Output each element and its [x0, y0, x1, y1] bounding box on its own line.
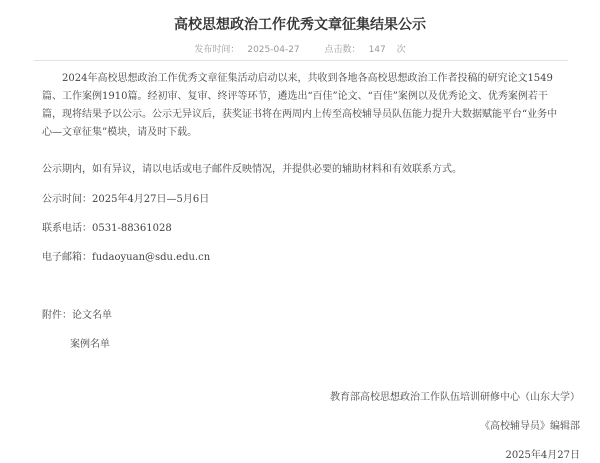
publicity-period: 公示时间：2025年4月27日—5月6日: [42, 194, 210, 205]
title-divider: [34, 60, 568, 61]
signature-date: 2025年4月27日: [505, 450, 580, 461]
attachments: [42, 306, 112, 321]
objection-paragraph: 公示期内，如有异议，请以电话或电子邮件反映情况，并提供必要的辅助材料和有效联系方式。: [42, 164, 462, 175]
publish-date-label: 发布时间：: [194, 45, 240, 55]
publish-date: 2025-04-27: [247, 45, 300, 55]
intro-paragraph: 2024年高校思想政治工作优秀文章征集活动启动以来，共收到各地各高校思想政治工作者投稿的研究论文1549篇、工作案例1910篇。经初审、复审、终评等环节，遴选出“百佳”论文、“百佳”案例以及优秀论文、优秀案例若干篇，现将结果予以公示。公示无异议后，获奖证书将在两周内上传至高校辅导员队伍能力提升大数据赋能平台“业务中心—文章征集”模块，请及时下载。: [42, 73, 558, 138]
click-count-label: 点击数：: [324, 45, 361, 55]
email-link[interactable]: fudaoyuan@sdu.edu.cn: [92, 252, 211, 263]
article-meta: [0, 42, 600, 55]
attachment-case-list: [70, 335, 110, 350]
click-count: 147: [368, 45, 386, 55]
click-count-unit: 次: [396, 45, 406, 55]
attachment-paper-list-link[interactable]: 论文名单: [72, 310, 112, 321]
contact-phone: 联系电话：0531-88361028: [42, 223, 172, 234]
attachments-label: 附件：: [42, 310, 72, 321]
article-title: 高校思想政治工作优秀文章征集结果公示: [174, 17, 426, 33]
signature-org: 教育部高校思想政治工作队伍培训研修中心（山东大学）: [330, 392, 580, 403]
signature-dept: 《高校辅导员》编辑部: [480, 421, 580, 432]
contact-email: [42, 249, 562, 267]
email-label: 电子邮箱：: [42, 252, 92, 263]
attachment-case-list-link[interactable]: 案例名单: [70, 339, 110, 350]
